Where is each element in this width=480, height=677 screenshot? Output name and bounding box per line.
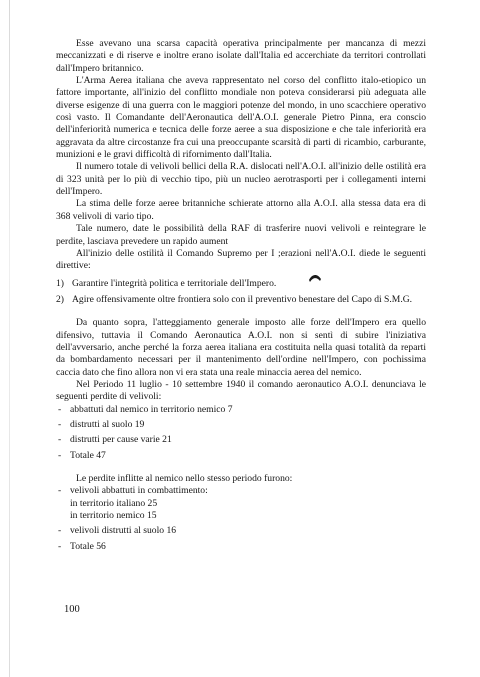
- list-marker: -: [58, 449, 62, 461]
- sub-item: in territorio italiano 25: [70, 497, 158, 509]
- paragraph: La stima delle forze aeree britanniche schierate attorno alla A.O.I. alla stessa data era di 368 velivoli di vario tipo.: [56, 198, 426, 222]
- list-marker: -: [58, 418, 62, 430]
- paragraph: L'Arma Aerea italiana che aveva rappresentato nel corso del conflitto italo-etiopico un fattore importante, all'inizio del conflitto mondiale non poteva considerarsi più adeguata alle diverse esigenze di una guerra con le maggiori potenze del mondo, in uno scacchiere operativo così vasto. Il Comandante dell'Aeronautica dell'A.O.I. generale Pietro Pinna, era conscio dell'inferiorità numerica e tecnica delle forze aeree a sua disposizione e che tale inferiorità era aggravata da altre circostanze fra cui una preoccupante scarsità di parti di ricambio, carburante, munizioni e le gravi difficoltà di rifornimento dall'Italia.: [56, 75, 426, 161]
- list-marker: -: [58, 525, 62, 537]
- losses-list: [56, 404, 426, 462]
- list-item: [56, 419, 426, 431]
- directives-list: [56, 278, 426, 307]
- paragraph: Tale numero, date le possibilità della RAF di trasferire nuovi velivoli e reintegrare le perdite, lasciava prevedere un rapido aument: [56, 223, 426, 247]
- page-number: 100: [64, 604, 80, 615]
- list-marker: -: [58, 540, 62, 552]
- list-item: [56, 278, 426, 290]
- list-marker: 2): [56, 293, 64, 305]
- sub-item: in territorio nemico 15: [70, 510, 157, 522]
- ink-smudge-mark: [308, 272, 322, 283]
- list-item: [56, 541, 426, 553]
- paragraph: Le perdite inflitte al nemico nello stesso periodo furono:: [76, 473, 293, 484]
- list-marker: -: [58, 434, 62, 446]
- list-item-text: distrutti per cause varie 21: [70, 434, 172, 446]
- paragraph: Nel Periodo 11 luglio - 10 settembre 1940 il comando aeronautico A.O.I. denunciava le seguenti perdite di velivoli:: [56, 378, 426, 403]
- enemy-losses-list: [56, 485, 426, 553]
- list-item-text: velivoli distrutti al suolo 16: [70, 525, 177, 537]
- list-item: [56, 294, 426, 306]
- list-item-text: Garantire l'integrità politica e territoriale dell'Impero.: [72, 277, 277, 289]
- list-item-text: Totale 56: [70, 540, 106, 552]
- paragraph: All'inizio delle ostilità il Comando Supremo per I ;erazioni nell'A.O.I. diede le seguenti direttive:: [56, 247, 426, 272]
- list-marker: -: [58, 485, 62, 497]
- list-item: [56, 485, 426, 522]
- page-body: [56, 38, 426, 553]
- scan-edge-shadow: [9, 0, 10, 677]
- list-marker: 1): [56, 277, 64, 289]
- list-item-text: Totale 47: [70, 449, 106, 461]
- list-item: [56, 450, 426, 462]
- list-item: [56, 404, 426, 416]
- list-item-text: Agire offensivamente oltre frontiera solo con il preventivo benestare del Capo di S.M.G.: [72, 293, 413, 305]
- list-item: [56, 434, 426, 446]
- list-item: [56, 525, 426, 537]
- list-item-text: abbattuti dal nemico in territorio nemico 7: [70, 403, 233, 415]
- paragraph: Esse avevano una scarsa capacità operativa principalmente per mancanza di mezzi meccanizzati e di riserve e inoltre erano isolate dall'Italia ed accerchiate da territori controllati dall'Impero britannico.: [56, 38, 426, 74]
- paragraph: Il numero totale di velivoli bellici della R.A. dislocati nell'A.O.I. all'inizio delle ostilità era di 323 unità per lo più di vecchio tipo, più un nucleo aerotrasporti per i collegamenti interni dell'Impero.: [56, 161, 426, 198]
- list-marker: -: [58, 403, 62, 415]
- paragraph: Da quanto sopra, l'atteggiamento generale imposto alle forze dell'Impero era quello difensivo, tuttavia il Comando Aeronautica A.O.I. non si sentì di subire l'iniziativa dell'avversario, anche perché la forza aerea italiana era costituita nella quasi totalità da reparti da bombardamento necessari per il mantenimento dell'ordine nell'Impero, con pochissima caccia dato che fino allora non vi era stata una reale minaccia aerea del nemico.: [56, 317, 426, 378]
- list-item-text: distrutti al suolo 19: [70, 418, 145, 430]
- list-item-text: velivoli abbattuti in combattimento:: [70, 485, 208, 497]
